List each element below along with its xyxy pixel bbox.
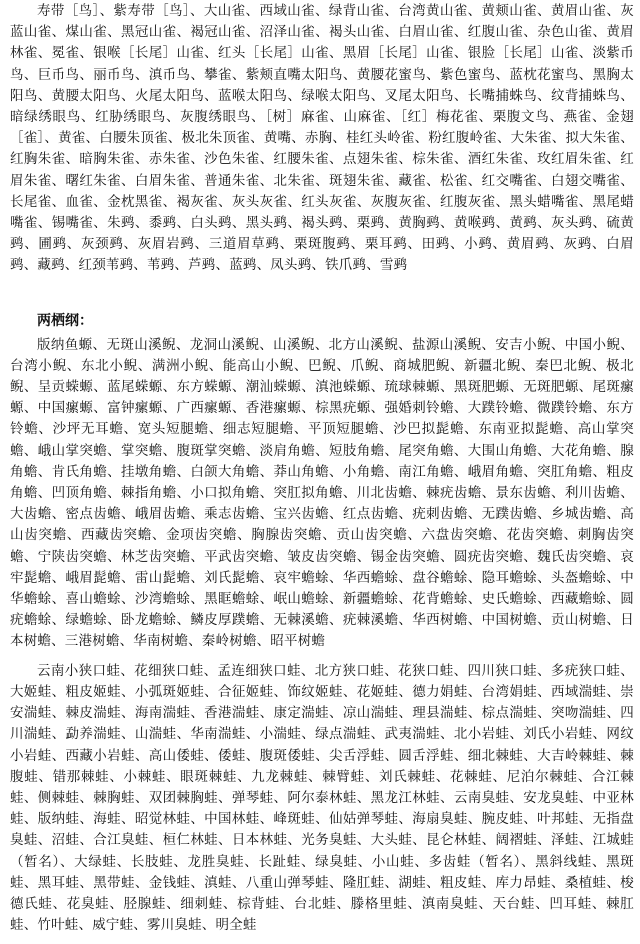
amphibian-species-list-anura: 云南小狭口蛙、花细狭口蛙、孟连细狭口蛙、北方狭口蛙、花狭口蛙、四川狭口蛙、多疣狭口蛙、大姬蛙、粗皮姬蛙、小弧斑姬蛙、合征姬蛙、饰纹姬蛙、花姬蛙、德力娟蛙、台湾娟蛙、西域湍蛙、崇安湍蛙、棘皮湍蛙、海南湍蛙、香港湍蛙、康定湍蛙、凉山湍蛙、理县湍蛙、棕点湍蛙、突吻湍蛙、四川湍蛙、勐养湍蛙、山湍蛙、华南湍蛙、小湍蛙、绿点湍蛙、武夷湍蛙、北小岩蛙、刘氏小岩蛙、网纹小岩蛙、西藏小岩蛙、高山倭蛙、倭蛙、腹斑倭蛙、尖舌浮蛙、圆舌浮蛙、细北棘蛙、大吉岭棘蛙、棘腹蛙、错那棘蛙、小棘蛙、眼斑棘蛙、九龙棘蛙、棘臂蛙、刘氏棘蛙、花棘蛙、尼泊尔棘蛙、合江棘蛙、侧棘蛙、棘胸蛙、双团棘胸蛙、弹琴蛙、阿尔泰林蛙、黑龙江林蛙、云南臭蛙、安龙臭蛙、中亚林蛙、版纳蛙、海蛙、昭觉林蛙、中国林蛙、峰斑蛙、仙姑弹琴蛙、海扇臭蛙、腕皮蛙、叶邦蛙、无指盘臭蛙、沼蛙、合江臭蛙、桓仁林蛙、日本林蛙、光务臭蛙、大头蛙、昆仑林蛙、阔褶蛙、泽蛙、江城蛙（暂名）、大绿蛙、长肢蛙、龙胜臭蛙、长趾蛙、绿臭蛙、小山蛙、多齿蛙（暂名）、黑斜线蛙、黑斑蛙、黑耳蛙、黑带蛙、金钱蛙、滇蛙、八重山弹琴蛙、隆肛蛙、湖蛙、粗皮蛙、库力昂蛙、桑植蛙、梭德氏蛙、花臭蛙、胫腺蛙、细刺蛙、棕背蛙、台北蛙、滕格里蛙、滇南臭蛙、天台蛙、凹耳蛙、棘肛蛙、竹叶蛙、威宁蛙、雾川臭蛙、明全蛙 xyxy=(10,662,634,934)
section-heading-amphibians: 两栖纲： xyxy=(37,312,93,329)
bird-species-list: 寿带［鸟］、紫寿带［鸟］、大山雀、西域山雀、绿背山雀、台湾黄山雀、黄颊山雀、黄眉山雀、灰蓝山雀、煤山雀、黑冠山雀、褐冠山雀、沼泽山雀、褐头山雀、白眉山雀、红腹山雀、杂色山雀、黄眉林雀、冕雀、银喉［长尾］山雀、红头［长尾］山雀、黑眉［长尾］山雀、银脸［长尾］山雀、淡紫币鸟、巨币鸟、丽币鸟、滇币鸟、攀雀、紫颊直嘴太阳鸟、黄腰花蜜鸟、紫色蜜鸟、蓝枕花蜜鸟、黑胸太阳鸟、黄腰太阳鸟、火尾太阳鸟、蓝喉太阳鸟、绿喉太阳鸟、叉尾太阳鸟、长嘴捕蛛鸟、纹背捕蛛鸟、暗绿绣眼鸟、红胁绣眼鸟、灰腹绣眼鸟、［树］麻雀、山麻雀、［红］梅花雀、栗腹文鸟、燕雀、金翅［雀］、黄雀、白腰朱顶雀、极北朱顶雀、黄嘴、赤胸、桂红头岭雀、粉红腹岭雀、大朱雀、拟大朱雀、红胸朱雀、暗胸朱雀、赤朱雀、沙色朱雀、红腰朱雀、点翅朱雀、棕朱雀、酒红朱雀、玫红眉朱雀、红眉朱雀、曙红朱雀、白眉朱雀、普通朱雀、北朱雀、斑翅朱雀、藏雀、松雀、红交嘴雀、白翅交嘴雀、长尾雀、血雀、金枕黑雀、褐灰雀、灰头灰雀、红头灰雀、灰腹灰雀、红腹灰雀、黑头蜡嘴雀、黑尾蜡嘴雀、锡嘴雀、朱鹀、黍鹀、白头鹀、黑头鹀、褐头鹀、栗鹀、黄胸鹀、黄喉鹀、黄鹀、灰头鹀、硫黄鹀、圃鹀、灰颈鹀、灰眉岩鹀、三道眉草鹀、栗斑腹鹀、栗耳鹀、田鹀、小鹀、黄眉鹀、灰鹀、白眉鹀、藏鹀、红颈苇鹀、苇鹀、芦鹀、蓝鹀、凤头鹀、铁爪鹀、雪鹀 xyxy=(10,3,634,274)
amphibian-species-list-caudata: 版纳鱼螈、无斑山溪鲵、龙洞山溪鲵、山溪鲵、北方山溪鲵、盐源山溪鲵、安吉小鲵、中国小鲵、台湾小鲵、东北小鲵、满洲小鲵、能高山小鲵、巴鲵、爪鲵、商城肥鲵、新疆北鲵、秦巴北鲵、极北鲵、呈贡蝾螈、蓝尾蝾螈、东方蝾螈、潮汕蝾螈、滇池蝾螈、琉球棘螈、黑斑肥螈、无斑肥螈、尾斑瘰螈、中国瘰螈、富钟瘰螈、广西瘰螈、香港瘰螈、棕黑疣螈、强婚刺铃蟾、大蹼铃蟾、微蹼铃蟾、东方铃蟾、沙坪无耳蟾、宽头短腿蟾、细志短腿蟾、平顶短腿蟾、沙巴拟髭蟾、东南亚拟髭蟾、高山掌突蟾、峨山掌突蟾、掌突蟾、腹斑掌突蟾、淡肩角蟾、短肢角蟾、尾突角蟾、大围山角蟾、大花角蟾、腺角蟾、肯氏角蟾、挂墩角蟾、白颌大角蟾、莽山角蟾、小角蟾、南江角蟾、峨眉角蟾、突肛角蟾、粗皮角蟾、凹顶角蟾、棘指角蟾、小口拟角蟾、突肛拟角蟾、川北齿蟾、棘疣齿蟾、景东齿蟾、利川齿蟾、大齿蟾、密点齿蟾、峨眉齿蟾、乘志齿蟾、宝兴齿蟾、红点齿蟾、疣刺齿蟾、无蹼齿蟾、乡城齿蟾、高山齿突蟾、西藏齿突蟾、金项齿突蟾、胸腺齿突蟾、贡山齿突蟾、六盘齿突蟾、花齿突蟾、刺胸齿突蟾、宁陕齿突蟾、林芝齿突蟾、平武齿突蟾、皱皮齿突蟾、锡金齿突蟾、圆疣齿突蟾、魏氏齿突蟾、哀牢髭蟾、峨眉髭蟾、雷山髭蟾、刘氏髭蟾、哀牢蟾蜍、华西蟾蜍、盘谷蟾蜍、隐耳蟾蜍、头盔蟾蜍、中华蟾蜍、喜山蟾蜍、沙湾蟾蜍、黑眶蟾蜍、岷山蟾蜍、新疆蟾蜍、花背蟾蜍、史氏蟾蜍、西藏蟾蜍、圆疣蟾蜍、绿蟾蜍、卧龙蟾蜍、鳞皮厚蹼蟾、无棘溪蟾、疣棘溪蟾、华西树蟾、中国树蟾、贡山树蟾、日本树蟾、三港树蟾、华南树蟾、秦岭树蟾、昭平树蟾 xyxy=(10,336,634,650)
